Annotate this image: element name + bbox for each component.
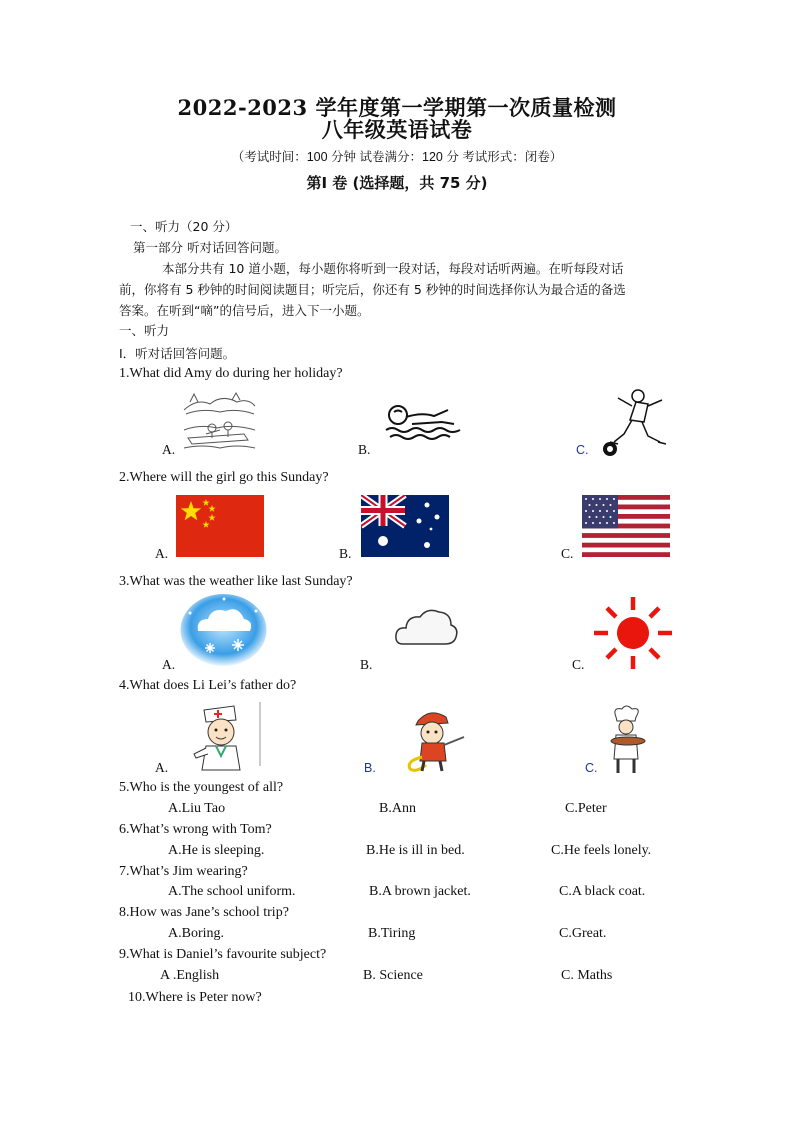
option-3b: B. — [360, 657, 373, 672]
option-4b: B. — [364, 761, 376, 775]
question-9: 9.What is Daniel’s favourite subject? — [119, 947, 327, 962]
option-5b: B.Ann — [379, 801, 416, 816]
option-1a: A. — [162, 442, 176, 457]
question-7: 7.What’s Jim wearing? — [119, 864, 248, 879]
option-3c: C. — [572, 657, 585, 672]
chef-icon — [604, 705, 648, 775]
australia-flag-icon — [361, 495, 449, 557]
option-5a: A.Liu Tao — [168, 801, 226, 816]
instruction-line-2: 前，你将有 5 秒钟的时间阅读题目；听完后，你还有 5 秒钟的时间选择你认为最合适的备选 — [119, 282, 626, 297]
option-2b: B. — [339, 546, 352, 561]
part-heading: 第一部分 听对话回答问题。 — [133, 240, 287, 255]
question-4: 4.What does Li Lei’s father do? — [119, 678, 297, 693]
exam-info: （考试时间：100 分钟 试卷满分：120 分 考试形式：闭卷） — [231, 150, 563, 164]
question-1: 1.What did Amy do during her holiday? — [119, 366, 343, 381]
option-6c: C.He feels lonely. — [551, 843, 652, 858]
instruction-line-1: 本部分共有 10 道小题，每小题你将听到一段对话，每段对话听两遍。在听每段对话 — [162, 261, 624, 276]
option-8c: C.Great. — [559, 926, 607, 941]
listening-part-heading: Ⅰ．听对话回答问题。 — [119, 346, 236, 361]
instruction-line-3: 答案。在听到“嘀”的信号后，进入下一小题。 — [119, 303, 370, 318]
option-9a: A .English — [160, 968, 220, 983]
soccer-player-icon — [596, 386, 676, 458]
option-1c: C. — [576, 443, 589, 457]
option-4c: C. — [585, 761, 598, 775]
doctor-icon — [186, 700, 264, 772]
option-8a: A.Boring. — [168, 926, 224, 941]
option-8b: B.Tiring — [368, 926, 416, 941]
option-6b: B.He is ill in bed. — [366, 843, 465, 858]
question-2: 2.Where will the girl go this Sunday? — [119, 470, 329, 485]
firefighter-icon — [400, 707, 470, 773]
china-flag-icon — [176, 495, 264, 557]
option-7c: C.A black coat. — [559, 884, 646, 899]
option-5c: C.Peter — [565, 801, 607, 816]
snow-icon — [180, 593, 267, 667]
question-6: 6.What’s wrong with Tom? — [119, 822, 272, 837]
option-7a: A.The school uniform. — [168, 884, 296, 899]
question-8: 8.How was Jane’s school trip? — [119, 905, 289, 920]
volume-title: 第Ⅰ 卷 (选择题，共 75 分) — [306, 174, 488, 192]
subsection-heading: 一、听力 — [119, 323, 170, 338]
swimmer-icon — [382, 400, 464, 442]
boating-scene-icon — [182, 390, 257, 452]
option-6a: A.He is sleeping. — [168, 843, 265, 858]
exam-title-line2: 八年级英语试卷 — [321, 117, 473, 142]
section-heading: 一、听力（20 分） — [130, 219, 238, 234]
exam-title-line1: 2022-2023 学年度第一学期第一次质量检测 — [177, 95, 617, 120]
usa-flag-icon — [582, 495, 670, 557]
option-3a: A. — [162, 657, 176, 672]
cloud-icon — [393, 604, 459, 650]
option-7b: B.A brown jacket. — [369, 884, 471, 899]
option-2a: A. — [155, 546, 169, 561]
question-5: 5.Who is the youngest of all? — [119, 780, 284, 795]
option-9b: B. Science — [363, 968, 423, 983]
option-1b: B. — [358, 442, 371, 457]
option-9c: C. Maths — [561, 968, 613, 983]
question-3: 3.What was the weather like last Sunday? — [119, 574, 353, 589]
question-10: 10.Where is Peter now? — [128, 990, 262, 1005]
sun-icon — [592, 595, 674, 671]
option-4a: A. — [155, 760, 169, 775]
option-2c: C. — [561, 546, 574, 561]
